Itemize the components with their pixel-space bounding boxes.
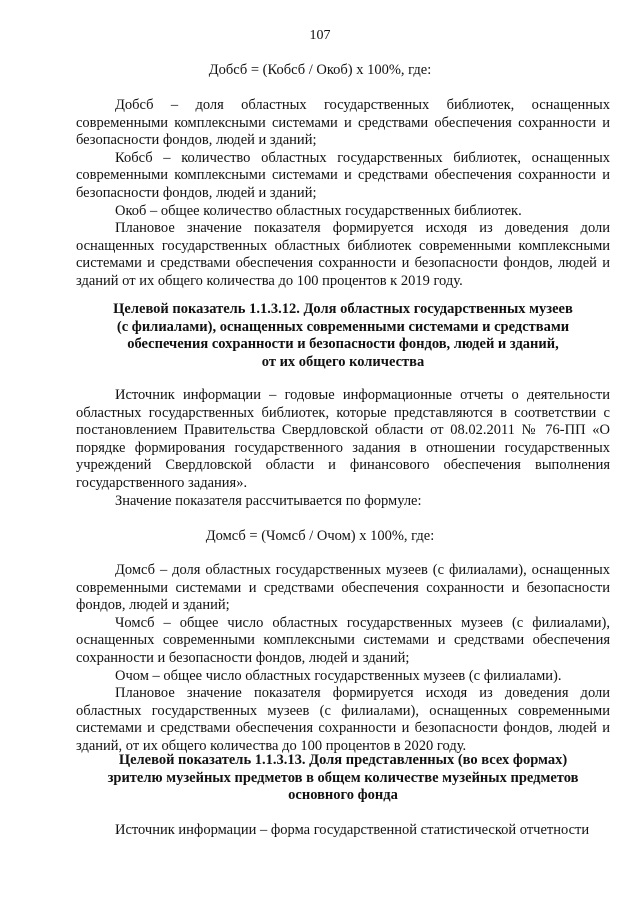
heading-line: обеспечения сохранности и безопасности фондов, людей и зданий, (127, 336, 559, 353)
section-heading-1-1-3-12 (76, 301, 610, 371)
paragraph: Плановое значение показателя формируется исходя из доведения доли оснащенных государственных областных библиотек современными комплексными системами и средствами обеспечения сохранности и безопасности фондов, людей и зданий от их общего количества до 100 процентов к 2019 году. (76, 220, 610, 289)
paragraph: Кобсб – количество областных государственных библиотек, оснащенных современными комплексными системами и средствами обеспечения сохранности и безопасности фондов, людей и зданий; (76, 149, 610, 201)
paragraph: Очом – общее число областных государственных музеев (с филиалами). (115, 667, 562, 684)
heading-line: зрителю музейных предметов в общем количестве музейных предметов (107, 769, 579, 786)
paragraph: Значение показателя рассчитывается по формуле: (115, 492, 422, 509)
paragraph: Добсб – доля областных государственных библиотек, оснащенных современными комплексными системами и средствами обеспечения сохранности и безопасности фондов, людей и зданий; (76, 97, 610, 149)
heading-line: от их общего количества (261, 353, 425, 370)
heading-line: (с филиалами), оснащенных современными системами и средствами (116, 318, 570, 335)
formula-dobsb: Добсб = (Кобсб / Окоб) х 100%, где: (208, 62, 432, 78)
definitions-museums (76, 562, 610, 756)
paragraph: Домсб – доля областных государственных музеев (с филиалами), оснащенных современными системами и средствами обеспечения сохранности и безопасности фондов, людей и зданий; (76, 562, 610, 614)
heading-line: основного фонда (288, 787, 398, 804)
paragraph: Источник информации – годовые информационные отчеты о деятельности областных государственных библиотек, которые представляются в соответствии с постановлением Правительства Свердловской области от 08.02.2011 № 76-ПП «О порядке формирования государственного задания в отношении государственных учреждений Свердловской области и финансового обеспечения выполнения государственного задания». (76, 387, 610, 491)
source-info-line: Источник информации – форма государственной статистической отчетности (115, 822, 590, 838)
heading-line: Целевой показатель 1.1.3.13. Доля представленных (во всех формах) (118, 752, 568, 768)
page-number: 107 (309, 28, 331, 43)
formula-domsb: Домсб = (Чомсб / Очом) х 100%, где: (205, 528, 435, 544)
paragraph: Чомсб – общее число областных государственных музеев (с филиалами), оснащенных современными комплексными системами и средствами обеспечения сохранности и безопасности фондов, людей и зданий; (76, 614, 610, 666)
heading-line: Целевой показатель 1.1.3.12. Доля областных государственных музеев (113, 301, 573, 317)
definitions-libraries (76, 97, 610, 291)
source-info-block (76, 387, 610, 510)
paragraph: Плановое значение показателя формируется исходя из доведения доли областных государственных музеев (с филиалами), оснащенных современными системами и средствами обеспечения сохранности и безопасности фондов, людей и зданий, от их общего количества до 100 процентов в 2020 году. (76, 685, 610, 754)
paragraph: Окоб – общее количество областных государственных библиотек. (115, 202, 522, 219)
section-heading-1-1-3-13 (76, 752, 610, 805)
